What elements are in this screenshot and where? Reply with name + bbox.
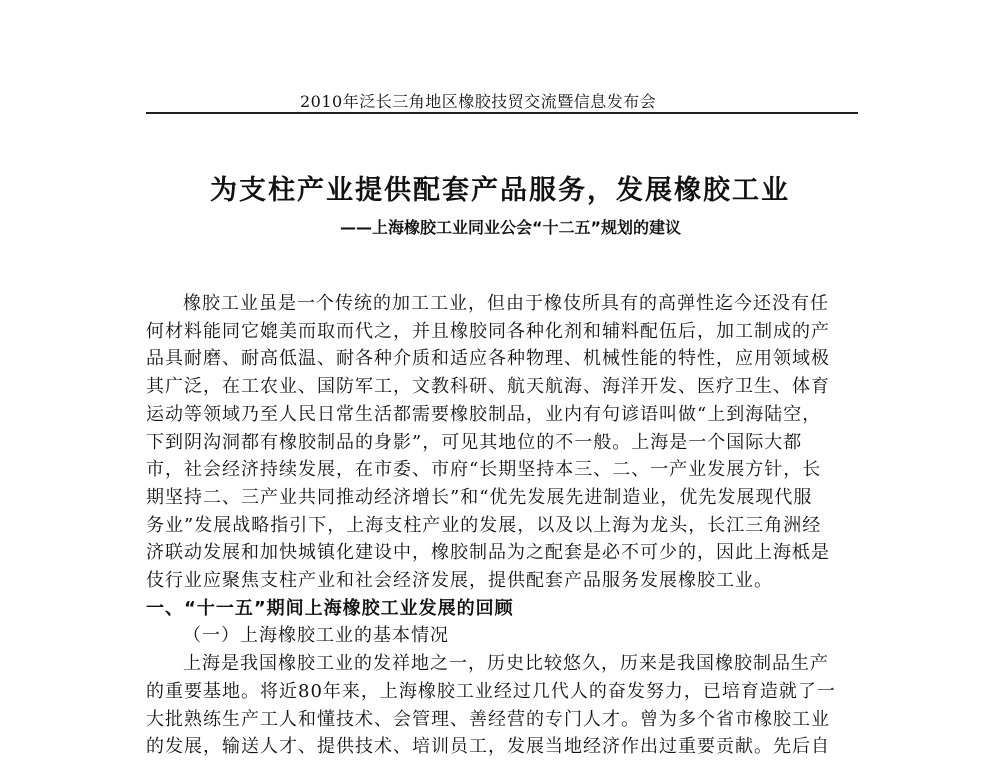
paragraph-2: [146, 650, 860, 761]
running-header: 2010年泛长三角地区橡胶技贸交流暨信息发布会: [300, 92, 657, 111]
paragraph-1: [146, 290, 860, 595]
paragraph-line: 其广泛，在工农业、国防军工，文教科研、航天航海、海洋开发、医疗卫生、体育: [146, 376, 830, 398]
article-title: 为支柱产业提供配套产品服务，发展橡胶工业: [210, 175, 790, 206]
article-body: [146, 290, 860, 761]
paragraph-line: 品具耐磨、耐高低温、耐各种介质和适应各种物理、机械性能的特性，应用领域极: [146, 348, 830, 370]
section-heading: 一、“十一五”期间上海橡胶工业发展的回顾: [146, 597, 514, 619]
paragraph-line: 运动等领域乃至人民日常生活都需要橡胶制品，业内有句谚语叫做“上到海陆空，: [146, 403, 822, 425]
paragraph-line: 何材料能同它媲美而取而代之，并且橡胶同各种化剂和辅料配伍后，加工制成的产: [146, 320, 830, 342]
paragraph-line: 期坚持二、三产业共同推动经济增长”和“优先发展先进制造业，优先发展现代服: [146, 486, 813, 508]
paragraph-line: 的发展，输送人才、提供技术、培训员工，发展当地经济作出过重要贡献。先后自: [146, 736, 830, 758]
paragraph-line: 伎行业应聚焦支柱产业和社会经济发展，提供配套产品服务发展橡胶工业。: [146, 570, 773, 592]
article-subtitle: ——上海橡胶工业同业公会“十二五”规划的建议: [340, 218, 682, 237]
paragraph-line: 上海是我国橡胶工业的发祥地之一，历史比较悠久，历来是我国橡胶制品生产: [183, 653, 829, 675]
paragraph-line: 济联动发展和加快城镇化建设中，橡胶制品为之配套是必不可少的，因此上海柢是: [146, 542, 830, 564]
paragraph-line: 的重要基地。将近80年来，上海橡胶工业经过几代人的奋发努力，已培育造就了一: [146, 680, 836, 702]
paragraph-line: 橡胶工业虽是一个传统的加工工业，但由于橡伎所具有的高弹性迄今还没有任: [183, 293, 829, 314]
header-rule: [146, 112, 858, 114]
paragraph-line: 市，社会经济持续发展，在市委、市府“长期坚持本三、二、一产业发展方针，长: [146, 459, 822, 481]
subsection-heading: （一）上海橡胶工业的基本情况: [183, 625, 449, 647]
paragraph-line: 务业”发展战略指引下，上海支柱产业的发展，以及以上海为龙头，长江三角洲经: [146, 514, 822, 536]
paragraph-line: 大批熟练生产工人和懂技术、会管理、善经营的专门人才。曾为多个省市橡胶工业: [146, 708, 830, 730]
paragraph-line: 下到阴沟洞都有橡胶制品的身影”，可见其地位的不一般。上海是一个国际大都: [146, 431, 803, 453]
